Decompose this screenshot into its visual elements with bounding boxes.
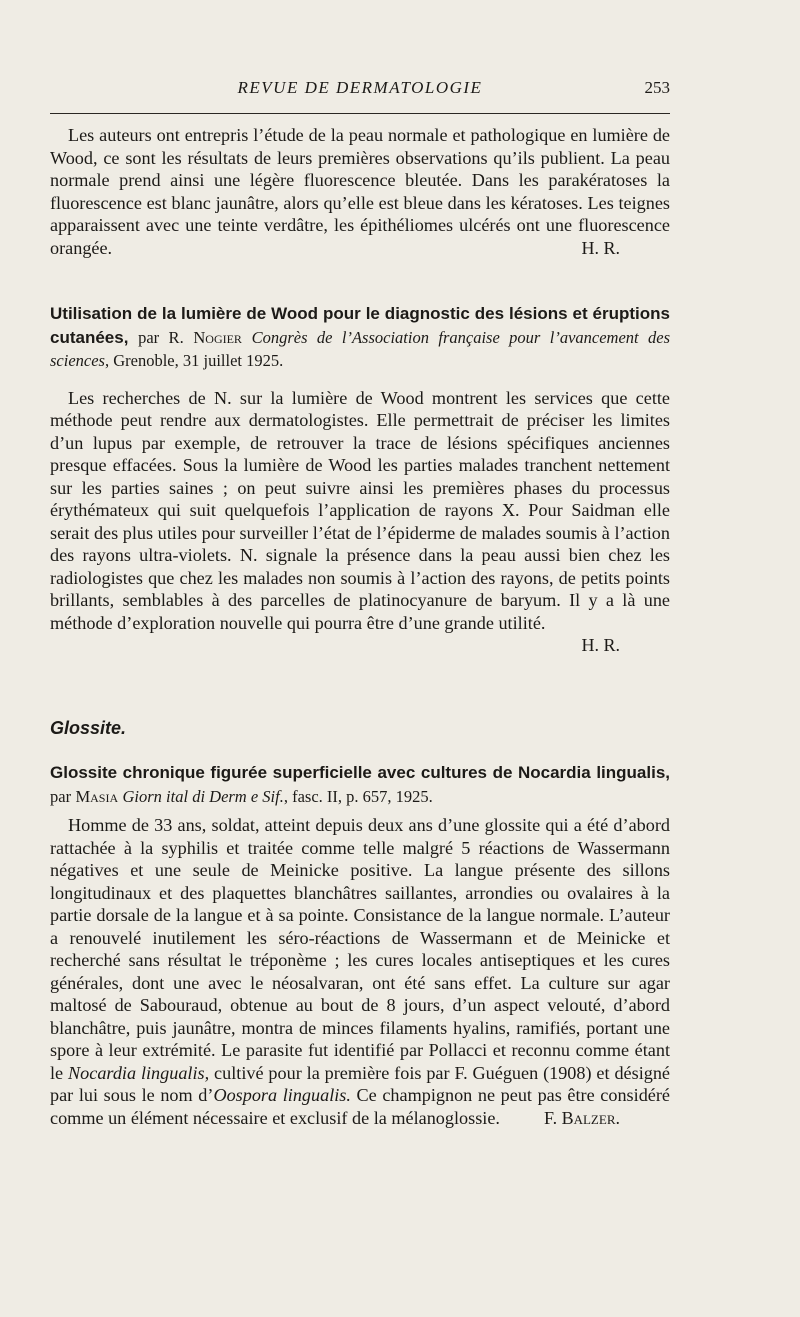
article-3-signature: F. Balzer.	[544, 1107, 620, 1128]
article-3-author: Masia	[75, 786, 119, 806]
article-3-reference	[50, 761, 670, 808]
article-3-text-3: Ce champignon ne peut pas être considéré comme un élément nécessaire et exclusif de la mélanoglossie.	[50, 1085, 670, 1128]
article-2	[50, 302, 670, 657]
article-2-author: Nogier	[193, 327, 242, 347]
article-3-by: par	[50, 786, 72, 806]
article-3-title: Glossite chronique figurée superficielle avec cultures de Nocardia lingualis,	[50, 763, 670, 782]
article-3-text-1: Homme de 33 ans, soldat, atteint depuis deux ans d’une glossite qui a été d’abord rattachée à la syphilis et traitée comme telle malgré 5 réactions de Wassermann négatives et une seule de Meinicke positive. La langue présente des sillons longitudinaux et des plaquettes blanchâtres saillantes, arrondies ou ovalaires à la partie dorsale de la langue et à sa pointe. Consistance de la langue normale. L’auteur a renouvelé inutilement les séro-réactions de Wassermann et de Meinicke et recherché sans résultat le tréponème ; les cures locales antiseptiques et les cures générales, dont une avec le néosalvaran, ont été sans effet. La culture sur agar maltosé de Sabouraud, obtenue au bout de 8 jours, d’un aspect velouté, d’abord blanchâtre, puis jaunâtre, montra de minces filaments hyalins, ramifiés, portant une spore à leur extrémité. Le parasite fut identifié par Pollacci et reconnu comme étant le	[50, 815, 670, 1083]
article-1-signature: H. R.	[581, 237, 620, 258]
article-2-paragraph: Les recherches de N. sur la lumière de Wood montrent les services que cette méthode peut rendre aux dermatologistes. Elle permettrait de préciser les limites d’un lupus par exemple, de retrouver la trace de lésions spécifiques anciennes presque effacées. Sous la lumière de Wood les parties malades tranchent nettement sur les parties saines ; on peut suivre ainsi les premières phases du processus érythémateux qui suit quelquefois l’application de rayons X. Pour Saidman elle serait des plus utiles pour surveiller l’état de l’épiderme de malades soumis à l’action des rayons ultra-violets. N. signale la présence dans la peau aussi bien chez les radiologistes que chez les malades non soumis à l’action des rayons, de petits points brillants, semblables à des parcelles de platinocyanure de baryum. Il y a là une méthode d’exploration nouvelle qui pourra être d’une grande utilité.	[50, 387, 670, 633]
article-2-signature: H. R.	[581, 635, 620, 655]
article-2-title: Utilisation de la lumière de Wood pour le diagnostic des lésions et éruptions cutanées,	[50, 304, 670, 347]
article-3-text-2: cultivé pour la première fois par F. Guéguen (1908) et désigné par lui sous le nom d’	[50, 1062, 671, 1105]
article-1	[50, 124, 670, 259]
article-2-by: par R.	[138, 327, 184, 347]
article-3-journal: Giorn ital di Derm e Sif.	[122, 786, 284, 806]
article-2-journal: Congrès de l’Association française pour l’avancement des sciences	[50, 327, 671, 370]
article-2-details: , Grenoble, 31 juillet 1925.	[104, 351, 284, 370]
article-2-reference	[50, 302, 670, 373]
article-3-paragraph	[50, 814, 670, 1129]
article-3	[50, 761, 670, 1129]
running-title: REVUE DE DERMATOLOGIE	[237, 78, 483, 97]
article-3-species: Nocardia lingualis,	[68, 1062, 210, 1083]
running-header	[50, 78, 670, 102]
section-heading: Glossite.	[50, 718, 127, 738]
article-3-details: , fasc. II, p. 657, 1925.	[283, 786, 433, 806]
article-3-synonym: Oospora lingualis.	[213, 1085, 351, 1105]
page-number: 253	[644, 78, 670, 97]
article-1-paragraph: Les auteurs ont entrepris l’étude de la peau normale et pathologique en lumière de Wood, ce sont les résultats de leurs premières observations qu’ils publient. La peau normale prend ainsi une légère fluorescence bleutée. Dans les parakératoses la fluorescence est blanc jaunâtre, alors qu’elle est bleue dans les kératoses. Les teignes apparaissent avec une teinte verdâtre, les épithéliomes ulcérés ont une fluorescence orangée.	[50, 125, 670, 258]
header-rule	[50, 113, 670, 114]
